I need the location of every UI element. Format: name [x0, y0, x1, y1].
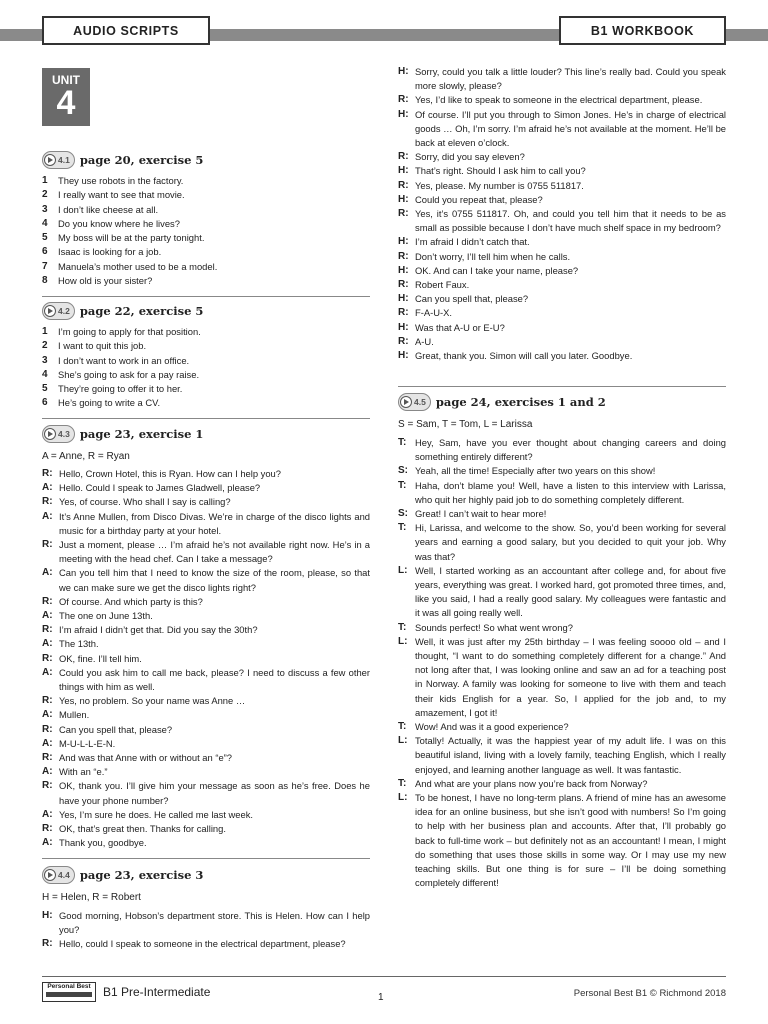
dialogue-line: R: Sorry, did you say eleven? — [398, 151, 525, 163]
play-icon — [44, 428, 56, 440]
dialogue-line: H: Was that A-U or E-U? — [398, 321, 505, 333]
section-heading-4-5 — [398, 393, 606, 411]
dialogue-line: R: Yes, it’s 0755 511817. Oh, and could you tell him that it needs to be as small as possible because I don’t have much shelf space in my bedroom? — [398, 208, 726, 234]
section-heading-4-3 — [42, 425, 203, 443]
dialogue-line: A: Mullen. — [42, 709, 90, 721]
copyright-notice: Personal Best B1 © Richmond 2018 — [573, 988, 726, 999]
dialogue-line: A: Thank you, goodbye. — [42, 837, 147, 849]
play-icon — [44, 154, 56, 166]
dialogue-line: T: Haha, don’t blame you! Well, have a listen to this interview with Larissa, who quit her highly paid job to do something completely different. — [398, 479, 726, 505]
header-stripe-left — [0, 29, 45, 41]
dialogue-line: R: And was that Anne with or without an “e”? — [42, 752, 233, 764]
list-item: 5 They’re going to offer it to her. — [42, 383, 183, 395]
section-title: page 20, exercise 5 — [79, 153, 204, 167]
dialogue-line: T: Wow! And was it a good experience? — [398, 721, 569, 733]
dialogue-line: H: Of course. I’ll put you through to Simon Jones. He’s in charge of electrical goods … Oh, I’m sorry. I’m afraid he’s not available at the moment. He’ll be back at eleven o’clock. — [398, 108, 726, 149]
dialogue-line: H: I’m afraid I didn’t catch that. — [398, 236, 530, 248]
dialogue-line: T: And what are your plans now you’re back from Norway? — [398, 777, 648, 789]
dialogue-line: R: Can you spell that, please? — [42, 723, 173, 735]
character-key: S = Sam, T = Tom, L = Larissa — [398, 419, 533, 430]
audio-track-badge[interactable] — [42, 302, 75, 320]
character-key: A = Anne, R = Ryan — [42, 451, 130, 462]
dialogue-line: R: Yes, I’d like to speak to someone in the electrical department, please. — [398, 94, 703, 106]
section-heading-4-1 — [42, 151, 203, 169]
audio-track-badge[interactable] — [42, 866, 75, 884]
personal-best-logo: Personal Best — [42, 982, 96, 1002]
dialogue-line: A: The 13th. — [42, 638, 99, 650]
list-item: 8 How old is your sister? — [42, 275, 153, 287]
character-key: H = Helen, R = Robert — [42, 892, 141, 903]
dialogue-line: H: Great, thank you. Simon will call you later. Goodbye. — [398, 350, 633, 362]
dialogue-line: H: OK. And can I take your name, please? — [398, 264, 579, 276]
dialogue-line: S: Great! I can’t wait to hear more! — [398, 508, 547, 520]
header-workbook: B1 WORKBOOK — [559, 16, 726, 45]
dialogue-line: R: OK, fine. I’ll tell him. — [42, 652, 142, 664]
dialogue-line: T: Hey, Sam, have you ever thought about changing careers and doing something entirely different? — [398, 437, 726, 463]
section-title: page 23, exercise 1 — [79, 427, 204, 441]
list-item: 6 He’s going to write a CV. — [42, 397, 161, 409]
page-number: 1 — [378, 992, 384, 1003]
dialogue-line: R: Yes, please. My number is 0755 511817. — [398, 179, 584, 191]
audio-track-badge[interactable] — [42, 425, 75, 443]
section-heading-4-2 — [42, 302, 203, 320]
dialogue-line: R: F-A-U-X. — [398, 307, 452, 319]
dialogue-line: R: OK, that’s great then. Thanks for calling. — [42, 823, 226, 835]
dialogue-line: T: Sounds perfect! So what went wrong? — [398, 621, 573, 633]
dialogue-line: H: Can you spell that, please? — [398, 293, 529, 305]
list-item: 4 She’s going to ask for a pay raise. — [42, 368, 200, 380]
dialogue-line: A: The one on June 13th. — [42, 610, 153, 622]
dialogue-line: A: Could you ask him to call me back, please? I need to discuss a few other things with him as well. — [42, 666, 370, 693]
track-number: 4.2 — [58, 306, 70, 316]
list-item: 2 I really want to see that movie. — [42, 189, 185, 201]
list-item: 6 Isaac is looking for a job. — [42, 246, 162, 258]
dialogue-line: R: Just a moment, please … I’m afraid he’s not available right now. He’s in a meeting with the head chef. Can I take a message? — [42, 539, 370, 565]
dialogue-line: H: That’s right. Should I ask him to call you? — [398, 165, 586, 177]
list-item: 5 My boss will be at the party tonight. — [42, 232, 205, 244]
header-stripe-middle — [208, 29, 560, 41]
section-heading-4-4 — [42, 866, 203, 884]
play-icon — [400, 396, 412, 408]
track-number: 4.3 — [58, 429, 70, 439]
dialogue-line: S: Yeah, all the time! Especially after two years on this show! — [398, 465, 656, 477]
dialogue-line: A: M-U-L-L-E-N. — [42, 737, 116, 749]
dialogue-line: R: Robert Faux. — [398, 279, 470, 291]
dialogue-line: H: Good morning, Hobson’s department store. This is Helen. How can I help you? — [42, 910, 370, 936]
unit-label: UNIT — [52, 73, 80, 87]
dialogue-line: R: I’m afraid I didn’t get that. Did you say the 30th? — [42, 624, 258, 636]
dialogue-line: H: Sorry, could you talk a little louder? This line’s really bad. Could you speak more slowly, please? — [398, 66, 726, 92]
section-divider — [398, 386, 726, 387]
track-number: 4.1 — [58, 155, 70, 165]
list-item: 3 I don’t want to work in an office. — [42, 354, 190, 366]
unit-badge — [42, 68, 90, 126]
dialogue-4-4-start — [42, 909, 370, 952]
dialogue-line: L: Totally! Actually, it was the happiest year of my adult life. I was on this beautiful island, living with a lovely family, teaching English, which I really enjoyed, and learning another language as well. It was fantastic. — [398, 735, 726, 775]
audio-track-badge[interactable] — [398, 393, 431, 411]
list-item: 3 I don’t like cheese at all. — [42, 203, 159, 215]
dialogue-line: A: Can you tell him that I need to know the size of the room, please, so that we can make sure we get the disco lights right? — [42, 567, 370, 593]
dialogue-4-3 — [42, 467, 370, 850]
dialogue-line: L: Well, I started working as an accountant after college and, for about five years, everything was great. I worked hard, got promoted three times, and, like you said, I had a really good salary. My colleagues were fantastic and it was all going really well. — [398, 564, 726, 619]
dialogue-4-4-cont — [398, 65, 726, 363]
dialogue-line: A: Yes, I’m sure he does. He called me last week. — [42, 808, 254, 820]
header-audio-scripts: AUDIO SCRIPTS — [42, 16, 210, 45]
numbered-list-4-1 — [42, 174, 217, 288]
list-item: 1 They use robots in the factory. — [42, 175, 184, 186]
dialogue-line: R: Of course. And which party is this? — [42, 595, 203, 607]
dialogue-line: L: Well, it was just after my 25th birthday – I was feeling soooo old – and I thought, “I want to do something completely different for a change.” And not long after that, I was looking online and saw an ad for a teaching post in Norway. A family was looking for someone to live with them and teach their kids English for a year. So, I applied for the job and, to my amazement, I got it! — [398, 635, 726, 718]
dialogue-line: R: Don’t worry, I’ll tell him when he calls. — [398, 250, 571, 262]
list-item: 2 I want to quit this job. — [42, 340, 147, 352]
track-number: 4.5 — [414, 397, 426, 407]
dialogue-line: H: Could you repeat that, please? — [398, 193, 543, 205]
play-icon — [44, 305, 56, 317]
dialogue-4-5 — [398, 436, 726, 891]
section-divider — [42, 296, 370, 297]
footer-divider — [42, 976, 726, 977]
dialogue-line: R: A-U. — [398, 335, 434, 347]
list-item: 4 Do you know where he lives? — [42, 217, 180, 229]
dialogue-line: R: Hello, could I speak to someone in the electrical department, please? — [42, 938, 346, 950]
section-title: page 23, exercise 3 — [79, 868, 204, 882]
track-number: 4.4 — [58, 870, 70, 880]
section-divider — [42, 418, 370, 419]
unit-number: 4 — [56, 84, 76, 122]
footer-level: B1 Pre-Intermediate — [103, 985, 211, 999]
dialogue-line: R: OK, thank you. I’ll give him your message as soon as he’s free. Does he have your phone number? — [42, 780, 370, 806]
dialogue-line: R: Yes, no problem. So your name was Anne … — [42, 695, 246, 707]
section-title: page 22, exercise 5 — [79, 304, 204, 318]
section-title: page 24, exercises 1 and 2 — [435, 395, 606, 409]
numbered-list-4-2 — [42, 325, 201, 411]
dialogue-line: A: It’s Anne Mullen, from Disco Divas. We’re in charge of the disco lights and music for a birthday party at your hotel. — [42, 510, 370, 536]
header-stripe-right — [724, 29, 768, 41]
audio-track-badge[interactable] — [42, 151, 75, 169]
list-item: 7 Manuela’s mother used to be a model. — [42, 260, 218, 272]
dialogue-line: R: Yes, of course. Who shall I say is calling? — [42, 496, 231, 508]
dialogue-line: L: To be honest, I have no long-term plans. A friend of mine has an awesome idea for an online business, but she isn’t good with numbers! So I’m going to help with her business plan and accounts. After that, I’ll probably go back to full-time work – but definitely not as an accountant! I mean, I might do something that uses those skills in some way. Or I may use my new teaching skills. But one thing is for sure – I’ll be doing something completely different! — [398, 792, 726, 889]
dialogue-line: A: With an “e.” — [42, 766, 108, 778]
dialogue-line: T: Hi, Larissa, and welcome to the show. So, you’d been working for several years and earning a good salary, but you decided to quit your job. Why was that? — [398, 522, 726, 562]
dialogue-line: R: Hello, Crown Hotel, this is Ryan. How can I help you? — [42, 468, 281, 479]
dialogue-line: A: Hello. Could I speak to James Gladwell, please? — [42, 482, 261, 494]
list-item: 1 I’m going to apply for that position. — [42, 326, 201, 337]
section-divider — [42, 858, 370, 859]
play-icon — [44, 869, 56, 881]
